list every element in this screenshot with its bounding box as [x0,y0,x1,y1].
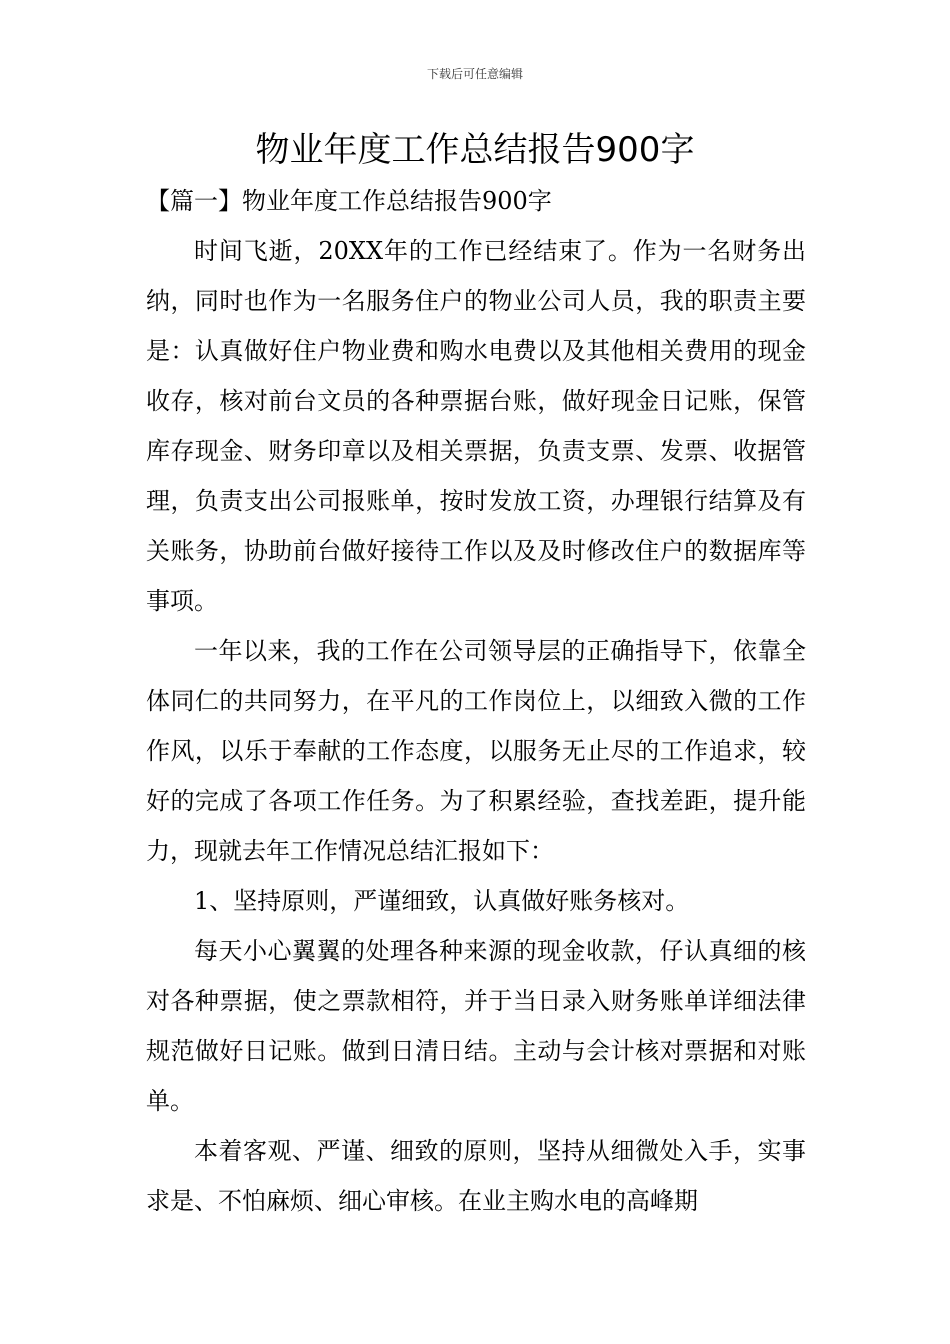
paragraph-3: 1、坚持原则，严谨细致，认真做好账务核对。 [194,887,690,915]
paragraph-1: 时间飞逝，20XX年的工作已经结束了。作为一名财务出纳，同时也作为一名服务住户的物业公司人员，我的职责主要是：认真做好住户物业费和购水电费以及其他相关费用的现金收存，核对前台文员的各种票据台账，做好现金日记账，保管库存现金、财务印章以及相关票据，负责支票、发票、收据管理，负责支出公司报账单，按时发放工资，办理银行结算及有关账务，协助前台做好接待工作以及及时修改住户的数据库等事项。 [146,237,806,615]
document-body [146,176,806,1226]
paragraph-2: 一年以来，我的工作在公司领导层的正确指导下，依靠全体同仁的共同努力，在平凡的工作岗位上，以细致入微的工作作风，以乐于奉献的工作态度，以服务无止尽的工作追求，较好的完成了各项工作任务。为了积累经验，查找差距，提升能力，现就去年工作情况总结汇报如下： [146,637,806,865]
section-heading: 【篇一】物业年度工作总结报告900字 [146,187,552,215]
document-title: 物业年度工作总结报告900字 [255,130,695,170]
paragraph-4: 每天小心翼翼的处理各种来源的现金收款，仔认真细的核对各种票据，使之票款相符，并于当日录入财务账单详细法律规范做好日记账。做到日清日结。主动与会计核对票据和对账单。 [146,937,806,1115]
paragraph-5: 本着客观、严谨、细致的原则，坚持从细微处入手，实事求是、不怕麻烦、细心审核。在业主购水电的高峰期 [146,1137,806,1215]
header-note: 下载后可任意编辑 [426,67,523,81]
